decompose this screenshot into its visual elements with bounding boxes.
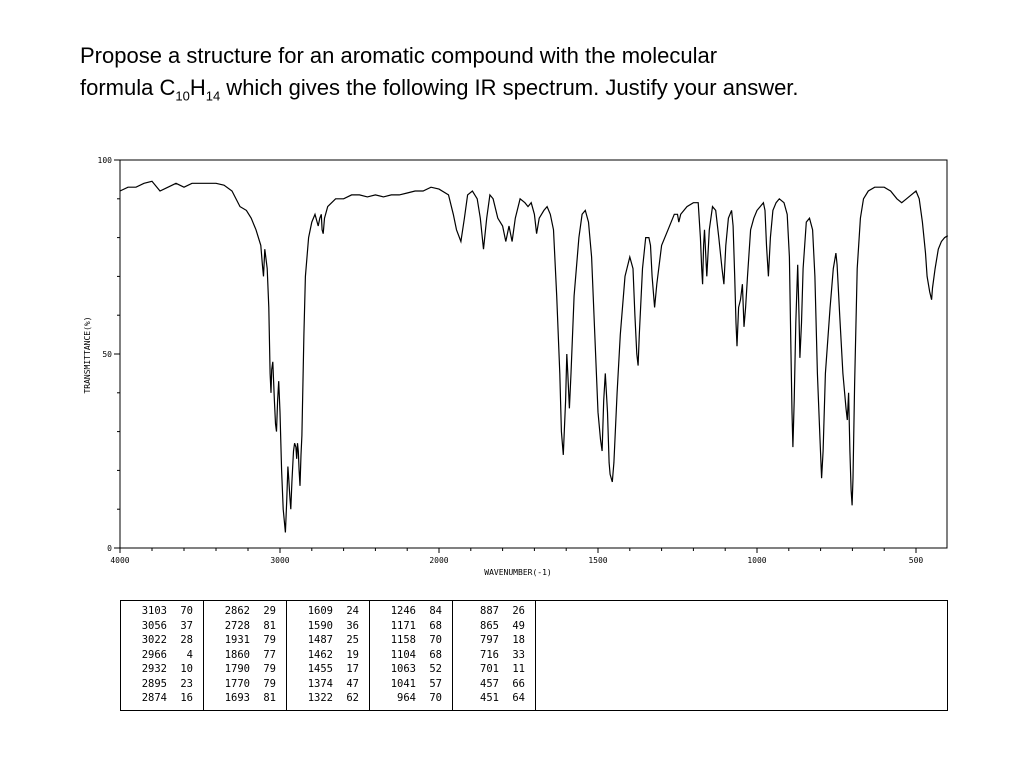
peak-table-row [121,604,203,619]
peak-transmittance: 57 [429,677,442,690]
peak-transmittance: 25 [346,634,359,646]
peak-wavenumber: 797 [480,634,499,646]
peak-wavenumber: 1246 [390,605,416,617]
carbon-subscript: 10 [175,88,190,104]
peak-transmittance: 70 [180,605,193,617]
peak-table-row [287,648,369,663]
peak-table-row [370,648,452,663]
peak-table-row [121,662,203,677]
peak-table-row [204,691,286,706]
peak-table-row [370,604,452,619]
peak-table-row [370,677,452,692]
y-tick-label: 50 [102,350,112,359]
peak-transmittance: 81 [263,619,276,632]
peak-table-row [287,691,369,706]
hydrogen-subscript: 14 [205,88,221,104]
peak-wavenumber: 2862 [224,605,250,617]
peak-table-row [287,633,369,648]
peak-transmittance: 79 [263,677,276,690]
peak-table-row [204,662,286,677]
peak-table-row [453,662,535,677]
peak-transmittance: 84 [429,605,442,617]
peak-transmittance: 19 [346,648,359,661]
peak-wavenumber: 1041 [390,677,416,690]
peak-wavenumber: 1487 [307,634,333,646]
peak-wavenumber: 716 [480,648,499,661]
x-tick-label: 1000 [747,556,767,565]
peak-wavenumber: 1860 [224,648,250,661]
peak-transmittance: 64 [512,692,525,704]
peak-table [120,600,948,711]
peak-table-column [204,601,287,710]
peak-wavenumber: 1931 [224,634,250,646]
peak-transmittance: 70 [429,692,442,704]
peak-transmittance: 81 [263,692,276,704]
peak-transmittance: 33 [512,648,525,661]
peak-wavenumber: 1322 [307,692,333,704]
peak-transmittance: 49 [512,619,525,632]
question-line-1: Propose a structure for an aromatic compound with the molecular [80,43,718,68]
x-tick-label: 4000 [110,556,130,565]
hydrogen-symbol: H [189,75,206,100]
peak-transmittance: 77 [263,648,276,661]
peak-transmittance: 62 [346,692,359,704]
peak-wavenumber: 1158 [390,634,416,646]
peak-table-row [370,633,452,648]
peak-table-empty-area [536,601,947,710]
x-tick-label: 500 [908,556,924,565]
peak-table-row [370,691,452,706]
peak-table-column [121,601,204,710]
peak-transmittance: 68 [429,619,442,632]
peak-transmittance: 4 [186,648,193,661]
spectrum-trace [120,181,948,532]
peak-wavenumber: 3056 [141,619,167,632]
peak-wavenumber: 3022 [141,634,167,646]
peak-transmittance: 66 [512,677,525,690]
peak-transmittance: 79 [263,663,276,675]
peak-table-row [204,604,286,619]
peak-transmittance: 52 [429,663,442,675]
axis-layer [98,156,924,565]
peak-transmittance: 29 [263,605,276,617]
plot-frame [120,160,947,548]
peak-wavenumber: 451 [480,692,499,704]
peak-transmittance: 24 [346,605,359,617]
peak-table-row [370,662,452,677]
peak-table-row [121,633,203,648]
peak-wavenumber: 1171 [390,619,416,632]
peak-table-row [121,619,203,634]
peak-wavenumber: 1693 [224,692,250,704]
peak-wavenumber: 1063 [390,663,416,675]
peak-table-row [453,677,535,692]
peak-wavenumber: 887 [480,605,499,617]
peak-wavenumber: 2895 [141,677,167,690]
peak-wavenumber: 1590 [307,619,333,632]
peak-table-row [287,662,369,677]
peak-wavenumber: 1455 [307,663,333,675]
x-tick-label: 3000 [270,556,290,565]
formula-prefix: formula C [80,75,176,100]
y-tick-label: 0 [107,544,112,553]
peak-wavenumber: 1104 [390,648,416,661]
peak-table-column [287,601,370,710]
x-tick-label: 1500 [588,556,608,565]
peak-wavenumber: 1462 [307,648,333,661]
peak-wavenumber: 2932 [141,663,167,675]
peak-table-column [370,601,453,710]
peak-wavenumber: 2966 [141,648,167,661]
peak-wavenumber: 865 [480,619,499,632]
peak-transmittance: 28 [180,634,193,646]
peak-table-row [287,619,369,634]
peak-table-row [204,677,286,692]
peak-wavenumber: 1609 [307,605,333,617]
peak-transmittance: 47 [346,677,359,690]
peak-transmittance: 16 [180,692,193,704]
peak-wavenumber: 1770 [224,677,250,690]
y-axis-label: TRANSMITTANCE(%) [83,316,92,394]
peak-wavenumber: 701 [480,663,499,675]
peak-table-row [370,619,452,634]
peak-table-row [453,633,535,648]
peak-transmittance: 70 [429,634,442,646]
peak-transmittance: 36 [346,619,359,632]
peak-wavenumber: 2874 [141,692,167,704]
peak-transmittance: 68 [429,648,442,661]
peak-table-row [287,677,369,692]
peak-transmittance: 79 [263,634,276,646]
peak-transmittance: 26 [512,605,525,617]
peak-table-row [121,691,203,706]
peak-wavenumber: 1374 [307,677,333,690]
peak-table-row [204,648,286,663]
peak-transmittance: 18 [512,634,525,646]
peak-wavenumber: 964 [397,692,416,704]
peak-wavenumber: 2728 [224,619,250,632]
peak-transmittance: 37 [180,619,193,632]
peak-wavenumber: 1790 [224,663,250,675]
peak-transmittance: 17 [346,663,359,675]
peak-wavenumber: 457 [480,677,499,690]
peak-wavenumber: 3103 [141,605,167,617]
peak-table-row [453,691,535,706]
peak-transmittance: 11 [512,663,525,675]
peak-table-row [453,604,535,619]
peak-table-row [204,633,286,648]
peak-table-row [453,619,535,634]
y-tick-label: 100 [97,156,112,165]
peak-table-row [121,677,203,692]
peak-table-row [121,648,203,663]
x-axis-label: WAVENUMBER(-1) [484,568,552,577]
peak-table-row [287,604,369,619]
x-tick-label: 2000 [429,556,449,565]
peak-table-row [453,648,535,663]
peak-table-column [453,601,536,710]
peak-table-row [204,619,286,634]
peak-transmittance: 23 [180,677,193,690]
peak-transmittance: 10 [180,663,193,675]
question-suffix: which gives the following IR spectrum. Justify your answer. [220,75,799,100]
